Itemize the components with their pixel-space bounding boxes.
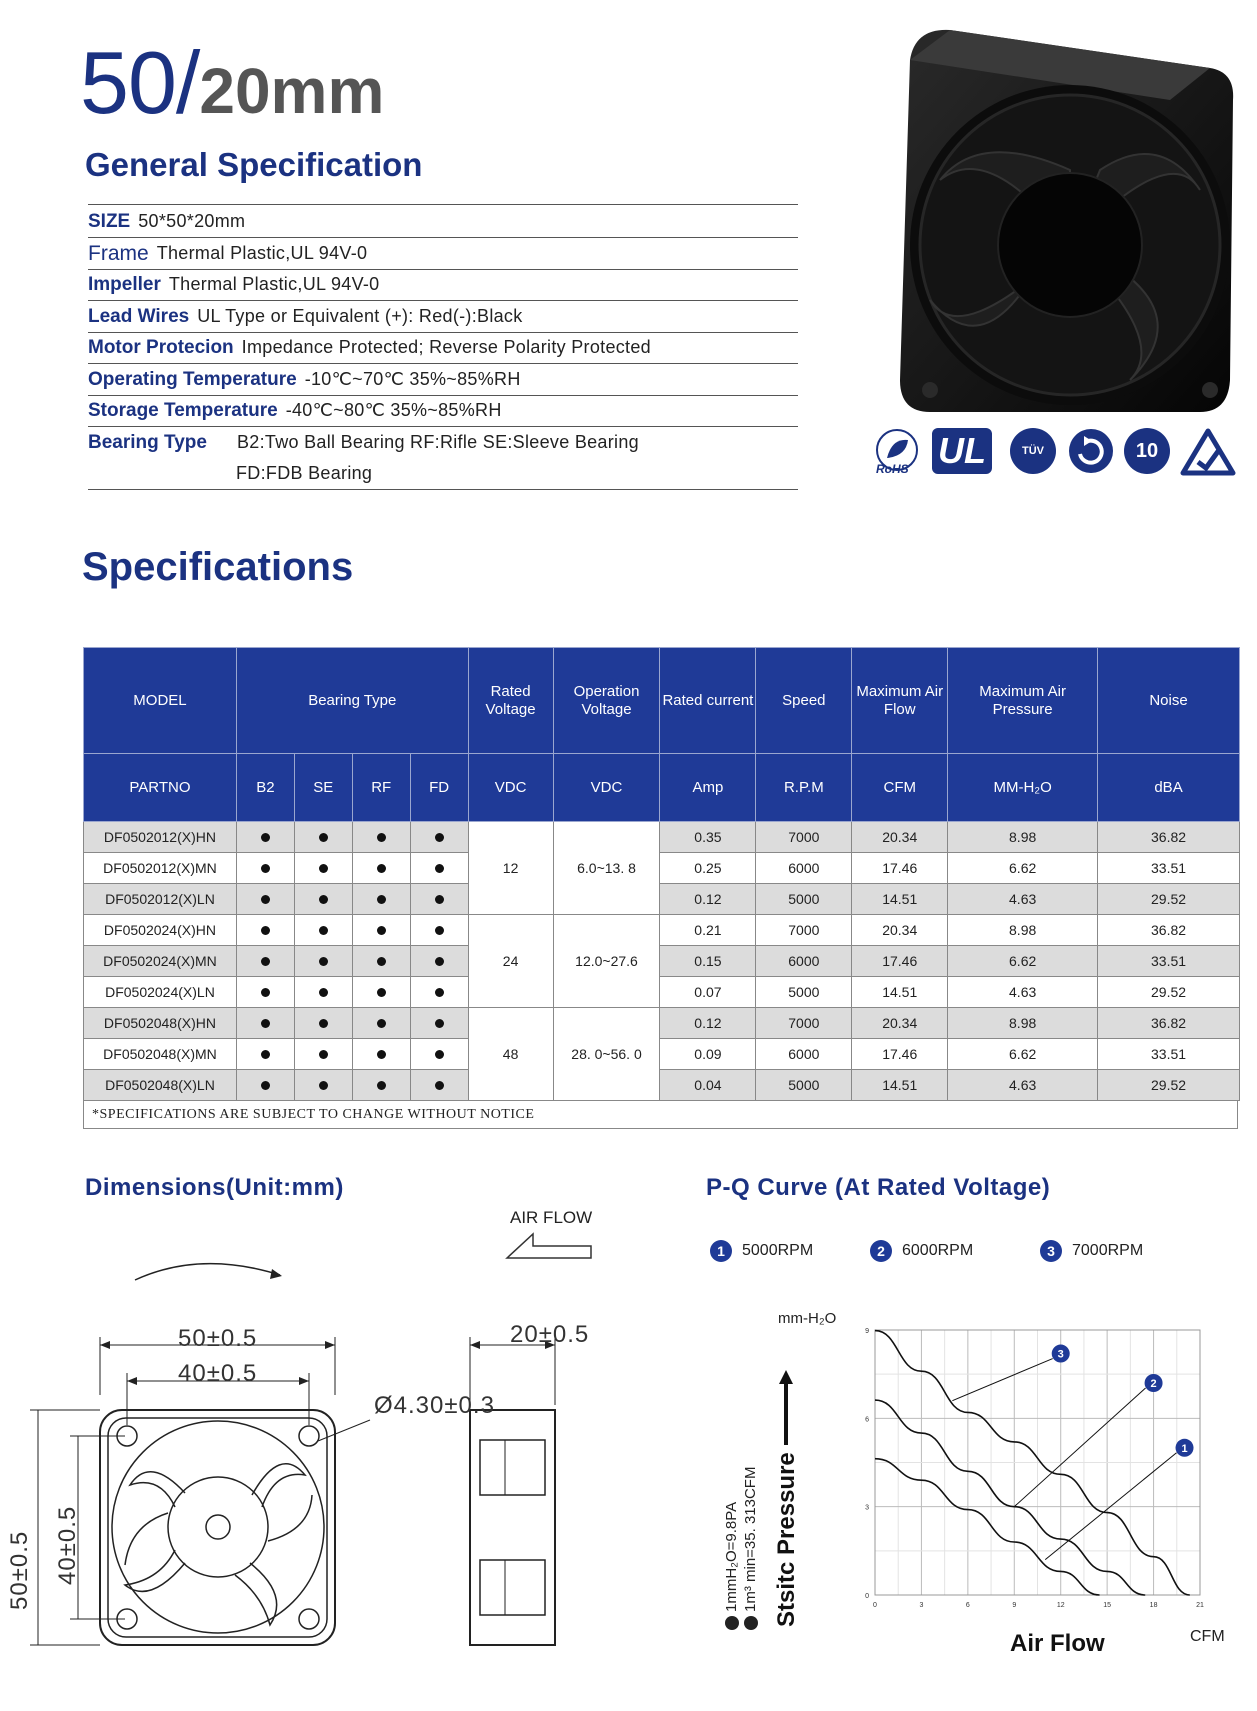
bullet-dot-icon bbox=[319, 864, 328, 873]
cell-model: DF0502024(X)HN bbox=[84, 915, 237, 946]
y-tick-label: 0 bbox=[865, 1593, 869, 1600]
col-max-air-pressure: Maximum Air Pressure bbox=[948, 648, 1098, 754]
unit-rpm: R.P.M bbox=[756, 754, 852, 822]
unit-fd: FD bbox=[410, 754, 468, 822]
cell-operation-voltage: 12.0~27.6 bbox=[553, 915, 660, 1008]
cell-air-flow: 14.51 bbox=[852, 977, 948, 1008]
x-unit-label: CFM bbox=[1190, 1628, 1225, 1645]
bullet-dot-icon bbox=[435, 864, 444, 873]
spec-key: Operating Temperature bbox=[88, 368, 297, 390]
specifications-table-body bbox=[84, 822, 1240, 1101]
cell-bearing-dot bbox=[352, 1070, 410, 1101]
bullet-dot-icon bbox=[435, 1019, 444, 1028]
unit-partno: PARTNO bbox=[84, 754, 237, 822]
cell-current: 0.12 bbox=[660, 1008, 756, 1039]
dim-width-40: 40±0.5 bbox=[178, 1360, 258, 1387]
cell-bearing-dot bbox=[352, 853, 410, 884]
dim-height-40: 40±0.5 bbox=[54, 1505, 81, 1585]
table-row bbox=[84, 822, 1240, 853]
cell-speed: 7000 bbox=[756, 1008, 852, 1039]
unit-rated-vdc: VDC bbox=[468, 754, 553, 822]
table-row bbox=[84, 1039, 1240, 1070]
cell-bearing-dot bbox=[352, 915, 410, 946]
bullet-dot-icon bbox=[319, 926, 328, 935]
col-model: MODEL bbox=[84, 648, 237, 754]
bullet-dot-icon bbox=[435, 1050, 444, 1059]
cell-operation-voltage: 28. 0~56. 0 bbox=[553, 1008, 660, 1101]
cell-model: DF0502048(X)LN bbox=[84, 1070, 237, 1101]
bullet-dot-icon bbox=[261, 1050, 270, 1059]
cell-air-flow: 14.51 bbox=[852, 1070, 948, 1101]
table-row bbox=[84, 853, 1240, 884]
spec-row-motor-protecion bbox=[88, 332, 798, 364]
general-spec-top-rule bbox=[88, 204, 798, 205]
pq-curve-heading: P-Q Curve (At Rated Voltage) bbox=[706, 1174, 1051, 1201]
spec-value: 50*50*20mm bbox=[138, 211, 246, 231]
bullet-dot-icon bbox=[435, 926, 444, 935]
cell-air-flow: 17.46 bbox=[852, 946, 948, 977]
legend-label: 6000RPM bbox=[902, 1242, 974, 1260]
specifications-table bbox=[83, 647, 1240, 1101]
cell-speed: 6000 bbox=[756, 946, 852, 977]
cell-noise: 29.52 bbox=[1098, 1070, 1240, 1101]
y-tick-label: 6 bbox=[865, 1416, 869, 1424]
cell-current: 0.04 bbox=[660, 1070, 756, 1101]
bullet-dot-icon bbox=[435, 833, 444, 842]
x-axis-label: Air Flow bbox=[1010, 1630, 1105, 1657]
cell-air-pressure: 6.62 bbox=[948, 853, 1098, 884]
bullet-dot-icon bbox=[377, 926, 386, 935]
x-tick-label: 21 bbox=[1196, 1602, 1204, 1609]
ten-year-logo: 10 bbox=[1124, 428, 1170, 474]
bullet-dot-icon bbox=[261, 895, 270, 904]
cell-noise: 33.51 bbox=[1098, 946, 1240, 977]
cell-current: 0.21 bbox=[660, 915, 756, 946]
cell-bearing-dot bbox=[352, 1008, 410, 1039]
col-speed: Speed bbox=[756, 648, 852, 754]
spec-row-frame bbox=[88, 238, 798, 270]
bullet-dot-icon bbox=[261, 1019, 270, 1028]
cell-bearing-dot bbox=[294, 1039, 352, 1070]
spec-value: Thermal Plastic,UL 94V-0 bbox=[168, 274, 380, 294]
cell-air-pressure: 4.63 bbox=[948, 977, 1098, 1008]
callout-number: 2 bbox=[1150, 1378, 1157, 1390]
cell-model: DF0502024(X)LN bbox=[84, 977, 237, 1008]
cell-air-pressure: 8.98 bbox=[948, 915, 1098, 946]
bullet-dot-icon bbox=[377, 1050, 386, 1059]
bullet-dot-icon bbox=[261, 926, 270, 935]
cell-bearing-dot bbox=[410, 884, 468, 915]
cell-noise: 29.52 bbox=[1098, 884, 1240, 915]
y-unit-label: mm-H₂O bbox=[778, 1310, 837, 1327]
bullet-dot-icon bbox=[319, 895, 328, 904]
unit-mm-h2o: MM-H₂O bbox=[948, 754, 1098, 822]
x-tick-label: 0 bbox=[873, 1602, 877, 1609]
title-depth: 20mm bbox=[199, 55, 385, 127]
cell-bearing-dot bbox=[410, 1070, 468, 1101]
cell-bearing-dot bbox=[352, 884, 410, 915]
bullet-dot-icon bbox=[261, 833, 270, 842]
bullet-dot-icon bbox=[377, 957, 386, 966]
cell-model: DF0502024(X)MN bbox=[84, 946, 237, 977]
callout-leader bbox=[1014, 1388, 1145, 1507]
page-title bbox=[80, 32, 384, 134]
cell-model: DF0502012(X)HN bbox=[84, 822, 237, 853]
bullet-dot-icon bbox=[377, 988, 386, 997]
unit-operation-vdc: VDC bbox=[553, 754, 660, 822]
cell-air-flow: 20.34 bbox=[852, 1008, 948, 1039]
spec-value: Thermal Plastic,UL 94V-0 bbox=[156, 242, 368, 263]
dim-height-50: 50±0.5 bbox=[6, 1530, 33, 1610]
cell-bearing-dot bbox=[294, 884, 352, 915]
table-row bbox=[84, 1070, 1240, 1101]
cell-bearing-dot bbox=[294, 1008, 352, 1039]
cell-bearing-dot bbox=[294, 822, 352, 853]
cell-rated-voltage: 48 bbox=[468, 1008, 553, 1101]
cell-current: 0.09 bbox=[660, 1039, 756, 1070]
spec-value: B2:Two Ball Bearing RF:Rifle SE:Sleeve Bearing bbox=[236, 431, 639, 452]
cell-operation-voltage: 6.0~13. 8 bbox=[553, 822, 660, 915]
cell-bearing-dot bbox=[236, 853, 294, 884]
bullet-dot-icon bbox=[261, 864, 270, 873]
cell-bearing-dot bbox=[352, 977, 410, 1008]
cell-current: 0.07 bbox=[660, 977, 756, 1008]
dimensions-heading: Dimensions(Unit:mm) bbox=[85, 1174, 344, 1201]
cell-speed: 5000 bbox=[756, 977, 852, 1008]
cell-model: DF0502012(X)LN bbox=[84, 884, 237, 915]
x-tick-label: 18 bbox=[1149, 1602, 1158, 1609]
cell-speed: 5000 bbox=[756, 1070, 852, 1101]
cell-speed: 7000 bbox=[756, 915, 852, 946]
cell-bearing-dot bbox=[352, 822, 410, 853]
y-tick-label: 3 bbox=[865, 1504, 869, 1512]
unit-rf: RF bbox=[352, 754, 410, 822]
cell-air-pressure: 4.63 bbox=[948, 1070, 1098, 1101]
cell-bearing-dot bbox=[352, 1039, 410, 1070]
spec-key: SIZE bbox=[88, 211, 131, 232]
bullet-dot-icon bbox=[377, 1019, 386, 1028]
cell-noise: 33.51 bbox=[1098, 1039, 1240, 1070]
fan-product-image bbox=[870, 20, 1250, 425]
cell-rated-voltage: 24 bbox=[468, 915, 553, 1008]
cell-bearing-dot bbox=[410, 915, 468, 946]
dim-width-50: 50±0.5 bbox=[178, 1325, 258, 1352]
cell-rated-voltage: 12 bbox=[468, 822, 553, 915]
cell-current: 0.35 bbox=[660, 822, 756, 853]
spec-row-storage-temperature bbox=[88, 395, 798, 427]
rotation-arrow-icon bbox=[135, 1264, 280, 1280]
y-axis-label: Stsitc Pressure bbox=[773, 1452, 800, 1627]
table-row bbox=[84, 1008, 1240, 1039]
cell-bearing-dot bbox=[294, 915, 352, 946]
cell-bearing-dot bbox=[236, 915, 294, 946]
legend-num: 3 bbox=[1040, 1240, 1062, 1262]
spec-key: Bearing Type bbox=[88, 431, 207, 453]
legend-num: 2 bbox=[870, 1240, 892, 1262]
conversion-cfm bbox=[742, 1467, 759, 1630]
cell-noise: 36.82 bbox=[1098, 822, 1240, 853]
cell-bearing-dot bbox=[410, 822, 468, 853]
cell-bearing-dot bbox=[236, 946, 294, 977]
cell-speed: 6000 bbox=[756, 853, 852, 884]
spec-row-operating-temperature bbox=[88, 364, 798, 396]
series-line-5000rpm bbox=[875, 1459, 1100, 1595]
rcm-triangle-icon bbox=[1180, 428, 1236, 476]
cell-bearing-dot bbox=[294, 1070, 352, 1101]
cell-speed: 5000 bbox=[756, 884, 852, 915]
dim-depth: 20±0.5 bbox=[510, 1321, 590, 1348]
callout-number: 1 bbox=[1181, 1442, 1188, 1455]
table-row bbox=[84, 977, 1240, 1008]
chart-grid bbox=[875, 1330, 1200, 1595]
spec-row-impeller bbox=[88, 269, 798, 301]
cell-bearing-dot bbox=[294, 853, 352, 884]
spec-row-size bbox=[88, 206, 798, 238]
spec-value: UL Type or Equivalent (+): Red(-):Black bbox=[197, 305, 523, 326]
spec-key: Storage Temperature bbox=[88, 400, 278, 421]
rohs-logo bbox=[872, 428, 922, 478]
bullet-dot-icon bbox=[261, 1081, 270, 1090]
bullet-dot-icon bbox=[435, 988, 444, 997]
unit-amp: Amp bbox=[660, 754, 756, 822]
y-tick-label: 9 bbox=[865, 1328, 869, 1335]
legend-item-6000 bbox=[870, 1240, 973, 1262]
col-rated-current: Rated current bbox=[660, 648, 756, 754]
bullet-dot-icon bbox=[377, 864, 386, 873]
table-row bbox=[84, 884, 1240, 915]
bullet-dot-icon bbox=[435, 1081, 444, 1090]
bullet-dot-icon bbox=[435, 895, 444, 904]
bullet-dot-icon bbox=[435, 957, 444, 966]
x-tick-label: 3 bbox=[919, 1602, 924, 1609]
bullet-dot-icon bbox=[261, 988, 270, 997]
cell-bearing-dot bbox=[410, 853, 468, 884]
cell-air-pressure: 8.98 bbox=[948, 822, 1098, 853]
chart-callouts bbox=[952, 1345, 1193, 1560]
spec-value: -40℃~80℃ 35%~85%RH bbox=[285, 400, 502, 420]
spec-row-bearing-extra bbox=[88, 458, 798, 490]
rohs-label: RoHS bbox=[876, 462, 909, 476]
legend-num: 1 bbox=[710, 1240, 732, 1262]
callout-number: 3 bbox=[1057, 1348, 1064, 1361]
col-rated-voltage: Rated Voltage bbox=[468, 648, 553, 754]
cell-bearing-dot bbox=[236, 1008, 294, 1039]
cell-air-pressure: 4.63 bbox=[948, 884, 1098, 915]
legend-label: 5000RPM bbox=[742, 1242, 814, 1260]
cell-air-flow: 14.51 bbox=[852, 884, 948, 915]
cell-air-flow: 20.34 bbox=[852, 822, 948, 853]
legend-item-5000 bbox=[710, 1240, 813, 1262]
bullet-dot-icon bbox=[319, 1081, 328, 1090]
cell-air-pressure: 8.98 bbox=[948, 1008, 1098, 1039]
cell-bearing-dot bbox=[410, 1039, 468, 1070]
spec-key: Motor Protecion bbox=[88, 337, 234, 358]
table-header-row-1 bbox=[84, 648, 1240, 754]
ul-logo: UL bbox=[932, 428, 992, 474]
bullet-dot-icon bbox=[377, 833, 386, 842]
conversion-pa bbox=[723, 1502, 740, 1630]
conversion-cfm-text: 1m³ min=35. 313CFM bbox=[742, 1466, 759, 1612]
unit-se: SE bbox=[294, 754, 352, 822]
legend-item-7000 bbox=[1040, 1240, 1143, 1262]
unit-b2: B2 bbox=[236, 754, 294, 822]
bullet-dot-icon bbox=[319, 1050, 328, 1059]
bullet-dot-icon bbox=[319, 957, 328, 966]
cell-speed: 6000 bbox=[756, 1039, 852, 1070]
unit-dba: dBA bbox=[1098, 754, 1240, 822]
cell-bearing-dot bbox=[410, 946, 468, 977]
cell-bearing-dot bbox=[236, 884, 294, 915]
cell-bearing-dot bbox=[410, 1008, 468, 1039]
bullet-dot-icon bbox=[377, 1081, 386, 1090]
spec-notice: *SPECIFICATIONS ARE SUBJECT TO CHANGE WITHOUT NOTICE bbox=[83, 1100, 1238, 1129]
col-operation-voltage: Operation Voltage bbox=[553, 648, 660, 754]
general-spec-heading: General Specification bbox=[85, 146, 423, 183]
cell-bearing-dot bbox=[352, 946, 410, 977]
spec-row-bearing-type bbox=[88, 427, 798, 458]
title-size: 50/ bbox=[80, 33, 200, 132]
cell-current: 0.15 bbox=[660, 946, 756, 977]
spec-row-lead-wires bbox=[88, 301, 798, 333]
cell-bearing-dot bbox=[236, 1070, 294, 1101]
spec-key: Impeller bbox=[88, 274, 161, 295]
cell-noise: 33.51 bbox=[1098, 853, 1240, 884]
cell-air-pressure: 6.62 bbox=[948, 1039, 1098, 1070]
cell-air-flow: 20.34 bbox=[852, 915, 948, 946]
col-bearing-type: Bearing Type bbox=[236, 648, 468, 754]
cell-noise: 36.82 bbox=[1098, 1008, 1240, 1039]
x-tick-label: 6 bbox=[965, 1602, 970, 1609]
unit-cfm: CFM bbox=[852, 754, 948, 822]
table-row bbox=[84, 915, 1240, 946]
bullet-dot-icon bbox=[319, 988, 328, 997]
pq-curve-chart bbox=[860, 1310, 1230, 1620]
tuv-logo: TÜV bbox=[1010, 428, 1056, 474]
table-row bbox=[84, 946, 1240, 977]
cell-current: 0.12 bbox=[660, 884, 756, 915]
cell-speed: 7000 bbox=[756, 822, 852, 853]
cell-bearing-dot bbox=[294, 946, 352, 977]
cell-model: DF0502048(X)MN bbox=[84, 1039, 237, 1070]
spec-key: Lead Wires bbox=[88, 305, 190, 327]
bullet-dot-icon bbox=[261, 957, 270, 966]
recycle-icon bbox=[1068, 428, 1114, 474]
spec-value: Impedance Protected; Reverse Polarity Protected bbox=[241, 337, 651, 357]
legend-label: 7000RPM bbox=[1072, 1242, 1144, 1260]
x-tick-label: 15 bbox=[1103, 1602, 1112, 1609]
x-tick-label: 9 bbox=[1012, 1602, 1017, 1609]
bullet-dot-icon bbox=[319, 833, 328, 842]
bullet-dot-icon bbox=[377, 895, 386, 904]
cell-bearing-dot bbox=[410, 977, 468, 1008]
spec-value: FD:FDB Bearing bbox=[236, 463, 373, 483]
col-noise: Noise bbox=[1098, 648, 1240, 754]
cell-air-flow: 17.46 bbox=[852, 853, 948, 884]
cell-bearing-dot bbox=[294, 977, 352, 1008]
y-axis-arrow-icon bbox=[778, 1370, 794, 1445]
cell-air-flow: 17.46 bbox=[852, 1039, 948, 1070]
table-header-row-2 bbox=[84, 754, 1240, 822]
cell-noise: 36.82 bbox=[1098, 915, 1240, 946]
col-max-air-flow: Maximum Air Flow bbox=[852, 648, 948, 754]
spec-value: -10℃~70℃ 35%~85%RH bbox=[304, 368, 521, 389]
cell-model: DF0502048(X)HN bbox=[84, 1008, 237, 1039]
dim-hole-diameter: Ø4.30±0.3 bbox=[374, 1392, 495, 1419]
cell-current: 0.25 bbox=[660, 853, 756, 884]
cell-air-pressure: 6.62 bbox=[948, 946, 1098, 977]
dimension-drawing bbox=[0, 1245, 640, 1671]
cell-model: DF0502012(X)MN bbox=[84, 853, 237, 884]
bullet-dot-icon bbox=[319, 1019, 328, 1028]
spec-key: Frame bbox=[88, 241, 149, 265]
x-tick-label: 12 bbox=[1056, 1602, 1065, 1609]
specifications-heading: Specifications bbox=[82, 545, 354, 589]
cell-bearing-dot bbox=[236, 1039, 294, 1070]
cell-bearing-dot bbox=[236, 822, 294, 853]
series-line-6000rpm bbox=[875, 1400, 1145, 1595]
air-flow-label: AIR FLOW bbox=[510, 1208, 593, 1227]
cell-bearing-dot bbox=[236, 977, 294, 1008]
cell-noise: 29.52 bbox=[1098, 977, 1240, 1008]
conversion-pa-text: 1mmH₂O=9.8PA bbox=[723, 1501, 740, 1612]
